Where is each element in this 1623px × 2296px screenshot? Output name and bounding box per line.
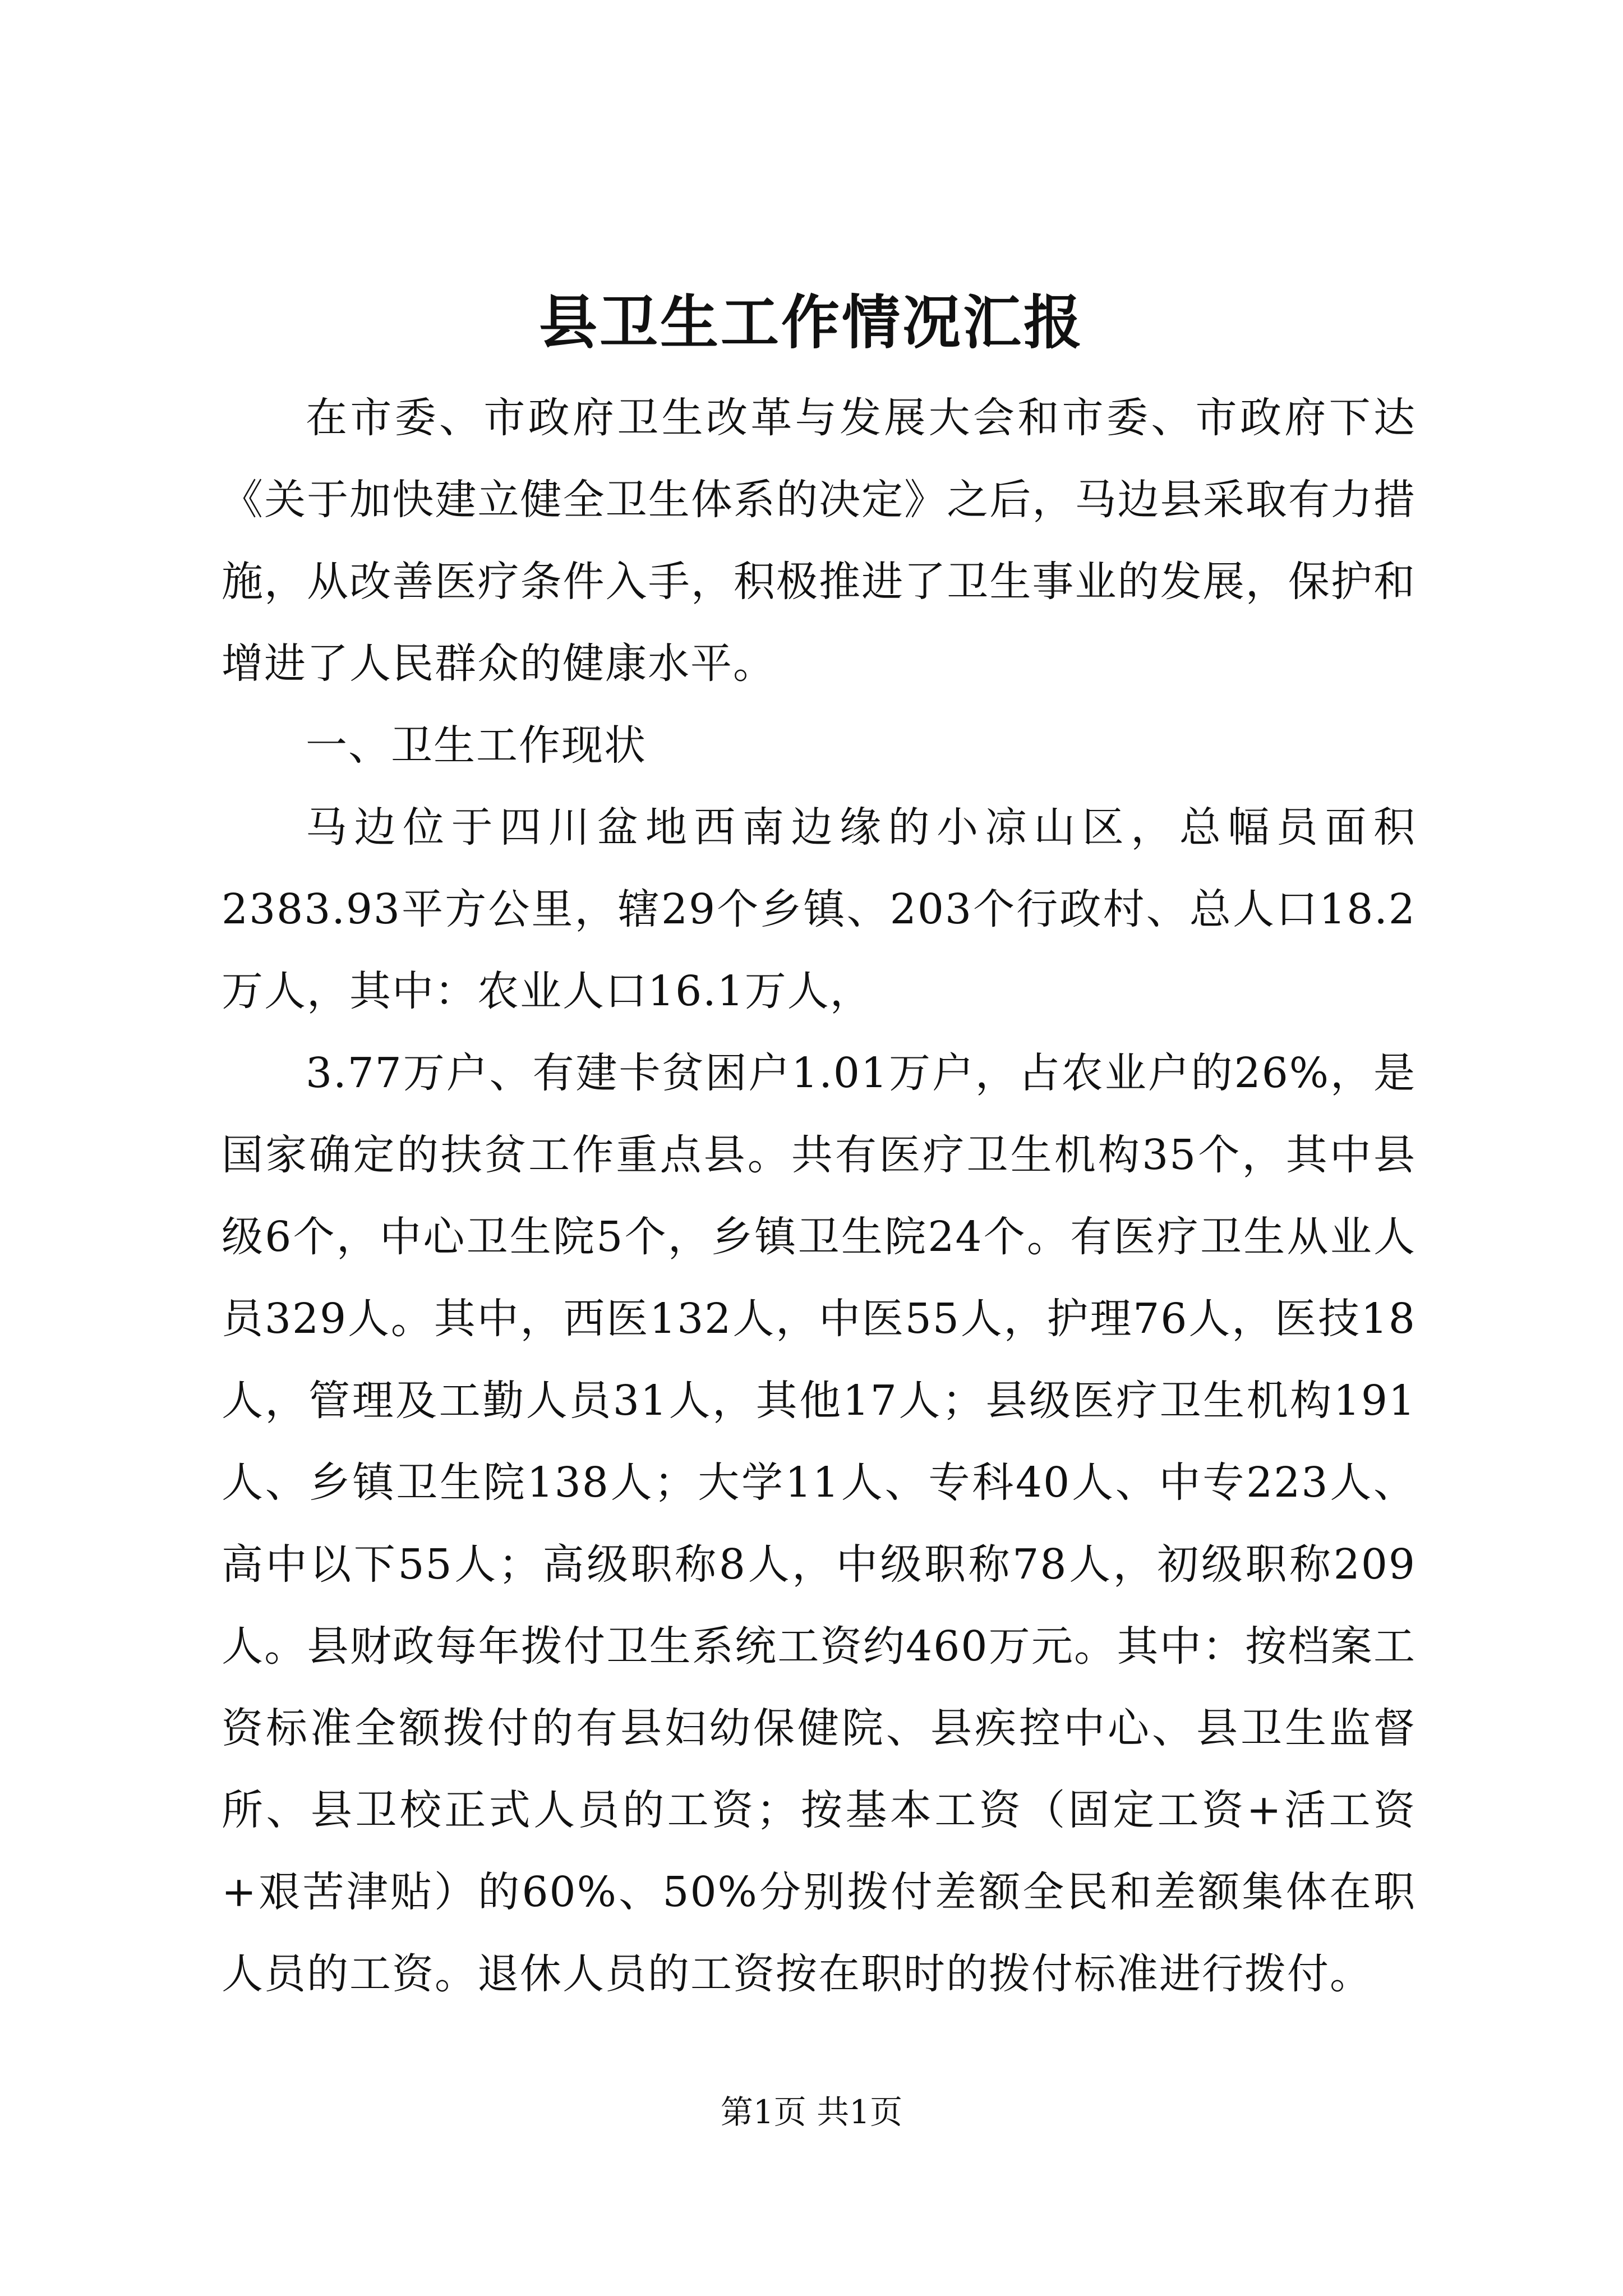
intro-paragraph: 在市委、市政府卫生改革与发展大会和市委、市政府下达《关于加快建立健全卫生体系的决定》之后，马边县采取有力措施，从改善医疗条件入手，积极推进了卫生事业的发展，保护和增进了人民群众的健康水平。 [222,394,1416,688]
page-footer: 第1页 共1页 [720,2093,903,2131]
statistics-paragraph: 3.77万户、有建卡贫困户1.01万户，占农业户的26%，是国家确定的扶贫工作重点县。共有医疗卫生机构35个，其中县级6个，中心卫生院5个，乡镇卫生院24个。有医疗卫生从业人员329人。其中，西医132人，中医55人，护理76人，医技18人，管理及工勤人员31人，其他17人；县级医疗卫生机构191人、乡镇卫生院138人；大学11人、专科40人、中专223人、高中以下55人；高级职称8人，中级职称78人，初级职称209人。县财政每年拨付卫生系统工资约460万元。其中：按档案工资标准全额拨付的有县妇幼保健院、县疾控中心、县卫生监督所、县卫校正式人员的工资；按基本工资（固定工资+活工资+艰苦津贴）的60%、50%分别拨付差额全民和差额集体在职人员的工资。退休人员的工资按在职时的拨付标准进行拨付。 [222,1049,1416,1998]
section-heading: 一、卫生工作现状 [306,721,647,770]
location-paragraph: 马边位于四川盆地西南边缘的小凉山区，总幅员面积2383.93平方公里，辖29个乡镇、203个行政村、总人口18.2万人，其中：农业人口16.1万人， [222,803,1416,1015]
document-title: 县卫生工作情况汇报 [538,288,1084,357]
